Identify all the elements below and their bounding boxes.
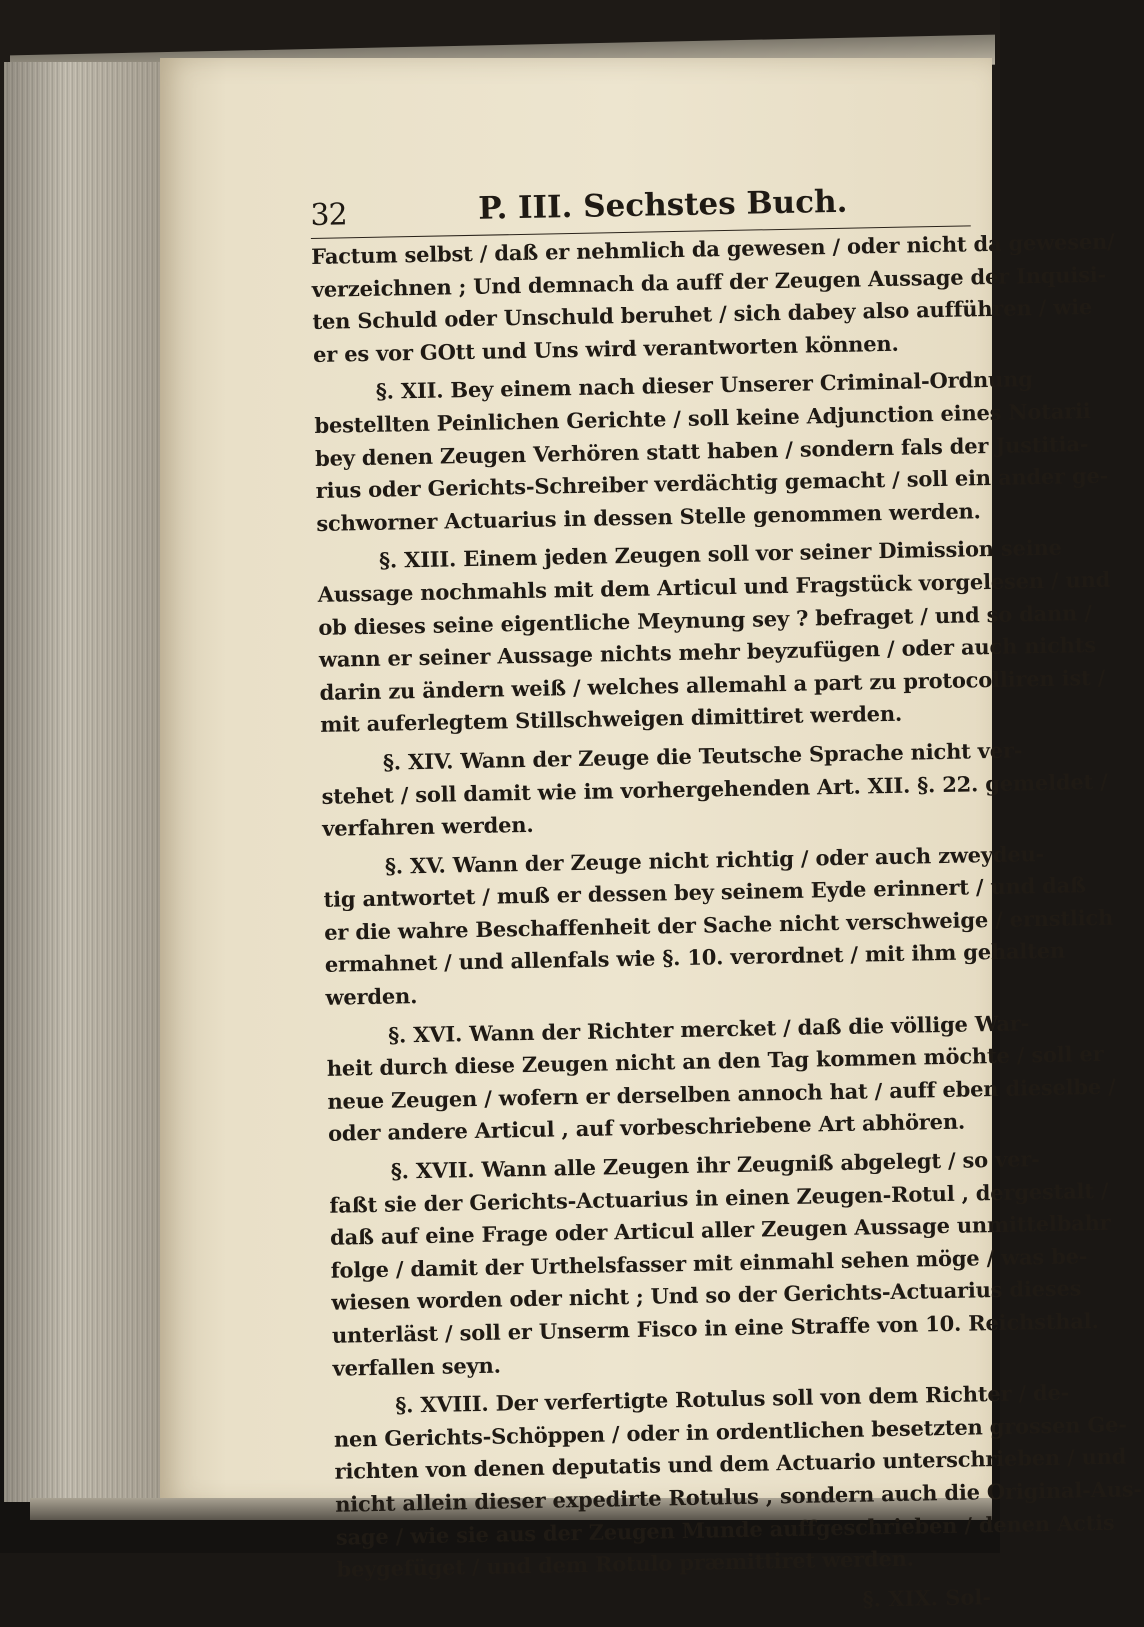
running-title: P. III. Sechstes Buch. [478, 183, 848, 227]
paragraph-section-17 [329, 1144, 1111, 1385]
text-line: richten von denen deputatis und dem Actuario unterschrieben / und [334, 1443, 1127, 1485]
text-line: ten Schuld oder Unschuld beruhet / sich dabey also aufführen / wie [312, 294, 1093, 335]
page-edges-shadow [4, 62, 162, 1502]
text-line: Factum selbst / daß er nehmlich da gewesen / oder nicht da gewesen/ [310, 228, 1115, 269]
text-line: verfallen seyn. [332, 1352, 501, 1381]
text-line: wann er seiner Aussage nichts mehr beyzufügen / oder auch nichts [318, 632, 1097, 673]
text-line: unterläst / soll er Unserm Fisco in eine Straffe von 10. Reichsthal. [331, 1308, 1099, 1348]
text-line: er es vor GOtt und Uns wird verantworten können. [312, 330, 899, 367]
text-line: nicht allein dieser expedirte Rotulus , sondern auch die Original-Aus- [334, 1476, 1143, 1517]
text-line: mit auferlegtem Stillschweigen dimittiret werden. [319, 701, 903, 738]
text-line: §. XIV. Wann der Zeuge die Teutsche Sprache nicht ver- [382, 737, 1023, 775]
paragraph-section-16 [326, 1008, 1116, 1151]
text-line: faßt sie der Gerichts-Actuarius in einen Zeugen-Rotul , dergestalt / [329, 1177, 1109, 1218]
text-line: §. XVI. Wann der Richter mercket / daß die völlige War- [387, 1010, 1030, 1048]
text-line: ob dieses seine eigentliche Meynung sey ? befraget / und so dann / [318, 599, 1092, 640]
text-line: §. XII. Bey einem nach dieser Unserer Criminal-Ordnung [375, 366, 1033, 405]
text-line: §. XV. Wann der Zeuge nicht richtig / oder auch zweydeu- [384, 840, 1045, 879]
text-line: §. XIII. Einem jeden Zeugen soll vor seiner Dimission seine [378, 534, 1062, 574]
text-line: daß auf eine Frage oder Articul aller Zeugen Aussage unmittelbahr [329, 1210, 1111, 1251]
text-line: §. XVII. Wann alle Zeugen ihr Zeugniß abgelegt / so ver- [390, 1146, 1040, 1184]
text-line: tig antwortet / muß er dessen bey seinem Eyde erinnert / und daß [323, 872, 1087, 913]
text-line: rius oder Gerichts-Schreiber verdächtig gemacht / soll ein ander ge- [315, 462, 1109, 504]
text-line: heit durch diese Zeugen nicht an den Tag kommen möchte / soll er [326, 1041, 1104, 1082]
text-line: folge / damit der Urthelsfasser mit einmahl sehen möge / was be- [330, 1243, 1088, 1283]
text-line: nen Gerichts-Schöppen / oder in ordentlichen besetzten grossen Ge- [333, 1411, 1128, 1452]
text-line: darin zu ändern weiß / welches allemahl a part zu protocolliren ist / [319, 664, 1106, 705]
text-line: bey denen Zeugen Verhören statt haben / sondern fals der Justitia- [314, 430, 1089, 471]
paragraph-continuation [310, 228, 1115, 371]
text-line: oder andere Articul , auf vorbeschriebene Art abhören. [327, 1109, 966, 1147]
paragraph-section-13 [317, 534, 1111, 742]
catchword: §. XIX. Sol- [862, 1583, 992, 1612]
text-line: verzeichnen ; Und demnach da auff der Zeugen Aussage der Inquisi- [311, 261, 1107, 302]
paragraph-section-14 [321, 735, 1108, 845]
text-line: neue Zeugen / wofern er derselben annoch hat / auff eben dieselbe / [327, 1073, 1116, 1114]
text-line: bestellten Peinlichen Gerichte / soll keine Adjunction eines Notarii [314, 398, 1091, 438]
text-line: er die wahre Beschaffenheit der Sache nicht verschweige / ernstlich [323, 904, 1114, 945]
text-line: schworner Actuarius in dessen Stelle genommen werden. [316, 497, 981, 536]
text-line: Aussage nochmahls mit dem Articul und Fragstück vorgelesen / und [317, 566, 1111, 607]
text-line: werden. [325, 983, 418, 1010]
page-number: 32 [310, 197, 347, 233]
text-line: ermahnet / und allenfals wie §. 10. verordnet / mit ihm gehalten [324, 938, 1066, 978]
text-line: §. XVIII. Der verfertigte Rotulus soll von dem Richter / de- [395, 1379, 1070, 1418]
text-line: stehet / soll damit wie im vorhergehenden Art. XII. §. 22. gemeldet / [321, 768, 1108, 809]
text-line: wiesen worden oder nicht ; Und so der Gerichts-Actuarius dieses [331, 1275, 1082, 1316]
paragraph-section-12 [314, 365, 1109, 541]
text-line: sage / wie sie aus der Zeugen Munde auffgeschrieben / denen Actis [335, 1509, 1115, 1550]
text-line: verfahren werden. [321, 811, 534, 841]
paragraph-section-15 [323, 839, 1114, 1015]
text-line: beygefüget / und dem Rotulo præmittiret werden. [336, 1545, 915, 1582]
text-block [310, 179, 1143, 1626]
paragraph-section-18 [333, 1378, 1143, 1586]
